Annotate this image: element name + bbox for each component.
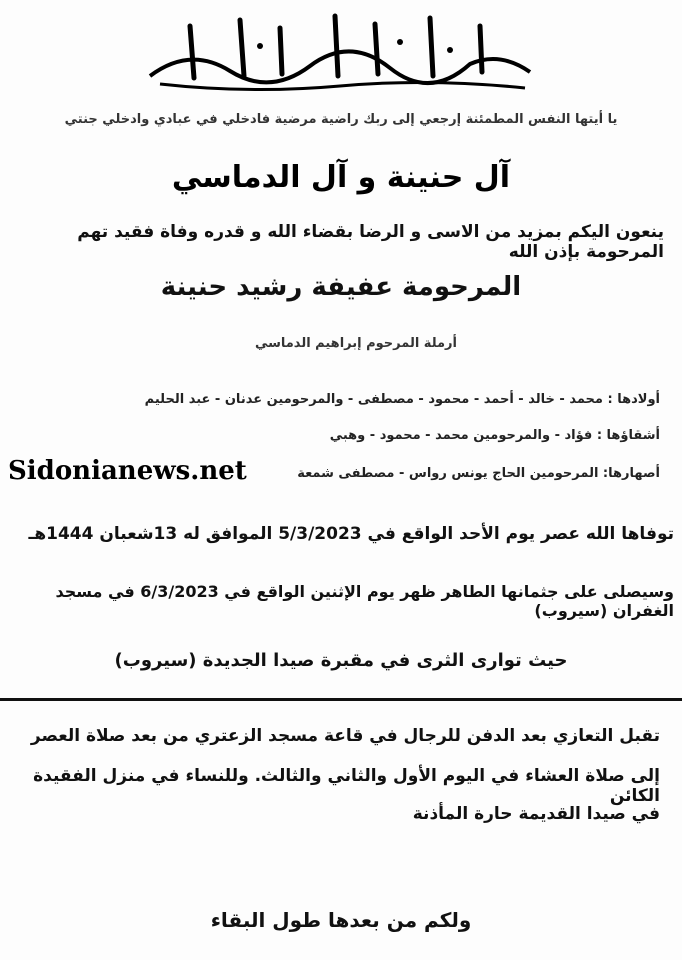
death-notice: توفاها الله عصر يوم الأحد الواقع في 5/3/2023 الموافق له 13شعبان 1444هـ: [28, 524, 674, 544]
deceased-name: المرحومة عفيفة رشيد حنينة: [160, 272, 522, 302]
condolence-line-1: تقبل التعازي بعد الدفن للرجال في قاعة مسجد الزعتري من بعد صلاة العصر: [30, 726, 660, 746]
condolence-line-3: في صيدا القديمة حارة المأذنة: [412, 804, 660, 824]
families-heading: آل حنينة و آل الدماسي: [171, 160, 511, 195]
announcement-line: ينعون اليكم بمزيد من الاسى و الرضا بقضاء الله و قدره وفاة فقيد تهم المرحومة بإذن الله: [77, 222, 664, 262]
calligraphy-title: [130, 6, 550, 96]
section-divider: [0, 698, 682, 701]
inlaws-line: أصهارها: المرحومين الحاج يونس رواس - مصطفى شمعة: [297, 466, 660, 481]
condolence-line-2: إلى صلاة العشاء في اليوم الأول والثاني والثالث. وللنساء في منزل الفقيدة الكائن: [33, 766, 660, 806]
brothers-line: أشقاؤها : فؤاد - والمرحومين محمد - محمود - وهبي: [329, 428, 660, 443]
widow-of-line: أرملة المرحوم إبراهيم الدماسي: [254, 336, 457, 351]
quran-verse: يا أيتها النفس المطمئنة إرجعي إلى ربك راضية مرضية فادخلي في عبادي وادخلي جنتي: [64, 112, 618, 127]
closing-line: ولكم من بعدها طول البقاء: [210, 908, 472, 932]
site-watermark: Sidonianews.net: [8, 456, 247, 486]
prayer-notice: وسيصلى على جثمانها الطاهر ظهر يوم الإثنين الواقع في 6/3/2023 في مسجد الغفران (سيروب): [55, 582, 674, 620]
sons-line: أولادها : محمد - خالد - أحمد - محمود - مصطفى - والمرحومين عدنان - عبد الحليم: [144, 392, 660, 407]
calligraphy-artwork: [130, 6, 550, 96]
burial-notice: حيث توارى الثرى في مقبرة صيدا الجديدة (سيروب): [114, 650, 568, 671]
